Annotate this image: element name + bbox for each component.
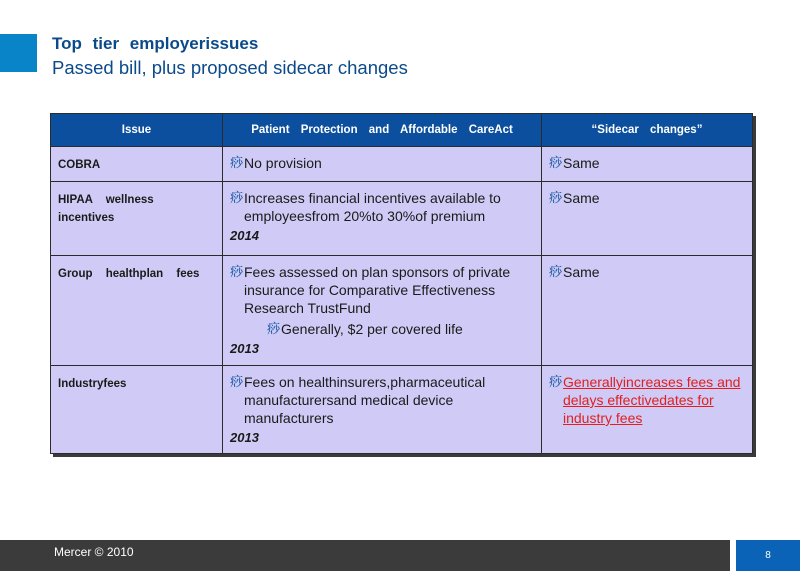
bullet-item <box>549 189 746 207</box>
square-bullet-icon: 痧 <box>549 264 563 279</box>
sub-bullet-text: Generally, $2 per covered life <box>281 321 463 337</box>
bullet-text: Same <box>563 190 600 206</box>
effective-year: 2014 <box>230 228 259 243</box>
issue-cell: HIPAA wellness incentives <box>51 182 223 256</box>
square-bullet-icon: 痧 <box>549 155 563 170</box>
header-sidecar: “Sidecar changes” <box>542 114 753 147</box>
table-row <box>51 182 753 256</box>
square-bullet-icon: 痧 <box>230 264 244 279</box>
square-bullet-icon: 痧 <box>230 190 244 205</box>
issue-cell: Group healthplan fees <box>51 256 223 366</box>
sidecar-cell <box>542 366 753 454</box>
title-line-2: Passed bill, plus proposed sidecar changes <box>52 57 408 78</box>
bullet-item <box>230 154 535 172</box>
bullet-item <box>549 373 746 427</box>
bullet-text: Fees assessed on plan sponsors of private insurance for Comparative Effectiveness Research TrustFund <box>244 264 511 316</box>
act-cell <box>223 147 542 182</box>
sidecar-cell <box>542 256 753 366</box>
bullet-item <box>230 373 535 427</box>
act-cell <box>223 366 542 454</box>
act-cell <box>223 256 542 366</box>
bullet-text: Same <box>563 264 600 280</box>
bullet-item <box>549 263 746 281</box>
square-bullet-icon: 痧 <box>549 190 563 205</box>
title-line-1: Top tier employerissues <box>52 34 259 53</box>
sidecar-cell <box>542 182 753 256</box>
issues-table <box>50 113 753 454</box>
sub-bullet-item <box>267 320 535 338</box>
copyright-text: Mercer © 2010 <box>54 545 134 559</box>
table-row <box>51 256 753 366</box>
effective-year: 2013 <box>230 341 259 356</box>
table-row <box>51 366 753 454</box>
bullet-item <box>549 154 746 172</box>
bullet-text: Generallyincreases fees and delays effectivedates for industry fees <box>563 374 741 426</box>
square-bullet-icon: 痧 <box>230 155 244 170</box>
bullet-item <box>230 263 535 317</box>
table-row <box>51 147 753 182</box>
table-header-row <box>51 114 753 147</box>
issue-cell: Industryfees <box>51 366 223 454</box>
bullet-text: Same <box>563 155 600 171</box>
bullet-text: Increases financial incentives available to employeesfrom 20%to 30%of premium <box>244 190 501 224</box>
act-cell <box>223 182 542 256</box>
bullet-text: Fees on healthinsurers,pharmaceutical manufacturersand medical device manufacturers <box>244 374 486 426</box>
page-number: 8 <box>736 540 800 571</box>
effective-year: 2013 <box>230 430 259 445</box>
square-bullet-icon: 痧 <box>549 374 563 389</box>
slide-title <box>52 34 408 80</box>
bullet-item <box>230 189 535 225</box>
square-bullet-icon: 痧 <box>267 321 281 336</box>
footer-bar <box>0 540 730 571</box>
header-issue: Issue <box>51 114 223 147</box>
square-bullet-icon: 痧 <box>230 374 244 389</box>
issue-cell: COBRA <box>51 147 223 182</box>
bullet-text: No provision <box>244 155 322 171</box>
accent-block <box>0 34 37 72</box>
header-act: Patient Protection and Affordable CareAct <box>223 114 542 147</box>
sidecar-cell <box>542 147 753 182</box>
